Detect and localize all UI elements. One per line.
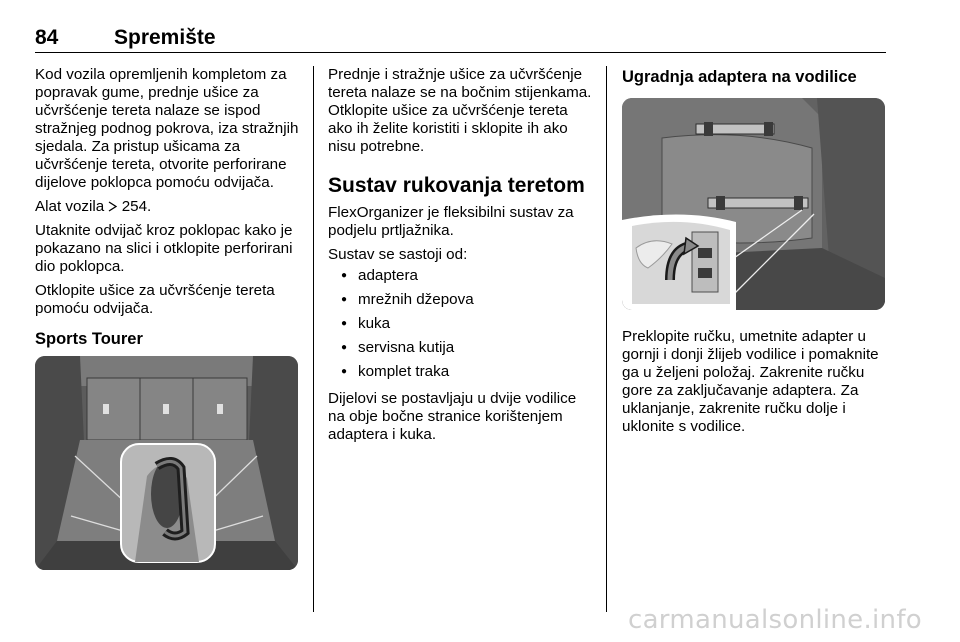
paragraph: Prednje i stražnje ušice za učvršćenje tereta nalaze se na bočnim stijenkama. Otklopite ušice za učvršćenje tereta ako ih želite koristiti i sklopite ih ako nisu potrebne.	[328, 66, 592, 155]
header-rule	[35, 52, 886, 53]
paragraph: Dijelovi se postavljaju u dvije vodilice na obje bočne stranice korištenjem adaptera i kuka.	[328, 390, 577, 443]
bullet-icon: ●	[340, 318, 348, 329]
paragraph: Kod vozila opremljenih kompletom za popravak gume, prednje ušice za učvršćenje tereta nalaze se ispod stražnjeg podnog pokrova, iza stražnjih sjedala. Za pristup ušicama za učvršćenje tereta, otvorite perforirane dijelove poklopca pomoću odvijača.	[35, 66, 299, 191]
bullet-icon: ●	[340, 366, 348, 377]
subheading: Sports Tourer	[35, 330, 143, 348]
list-item: ● komplet traka	[328, 360, 594, 384]
subheading: Ugradnja adaptera na vodilice	[622, 68, 857, 86]
paragraph: Sustav se sastoji od:	[328, 246, 468, 263]
paragraph-tool-ref	[35, 198, 301, 216]
paragraph: Otklopite ušice za učvršćenje tereta pomoću odvijača.	[35, 282, 275, 317]
bullet-icon: ●	[340, 294, 348, 305]
reference-arrow-icon	[108, 198, 117, 215]
bullet-icon: ●	[340, 270, 348, 281]
section-heading: Sustav rukovanja teretom	[328, 174, 585, 197]
column-left	[35, 66, 301, 588]
watermark: carmanualsonline.info	[627, 605, 922, 635]
column-divider	[313, 66, 314, 612]
page-header	[35, 26, 886, 52]
list-item: ● adaptera	[328, 264, 594, 288]
column-middle	[328, 66, 594, 450]
page-reference[interactable]: 254.	[121, 198, 152, 215]
paragraph: Preklopite ručku, umetnite adapter u gornji i donji žlijeb vodilice i pomaknite ga u željeni položaj. Zakrenite ručku gore za zaključavanje adaptera. Za uklanjanje, zakrenite ručku dolje i uklonite s vodilice.	[622, 328, 879, 435]
column-right	[622, 66, 888, 442]
list-item: ● kuka	[328, 312, 594, 336]
column-divider	[606, 66, 607, 612]
adapter-rail-illustration	[622, 98, 885, 310]
bullet-icon: ●	[340, 342, 348, 353]
component-list	[328, 264, 594, 384]
paragraph: FlexOrganizer je fleksibilni sustav za podjelu prtljažnika.	[328, 204, 574, 239]
list-item: ● mrežnih džepova	[328, 288, 594, 312]
section-title: Spremište	[114, 26, 216, 49]
paragraph: Utaknite odvijač kroz poklopac kako je pokazano na slici i otklopite perforirani dio poklopca.	[35, 222, 293, 275]
page-number: 84	[35, 26, 59, 49]
paragraph-text: Alat vozila	[35, 198, 105, 215]
list-item: ● servisna kutija	[328, 336, 594, 360]
trunk-tie-down-illustration	[35, 356, 298, 570]
